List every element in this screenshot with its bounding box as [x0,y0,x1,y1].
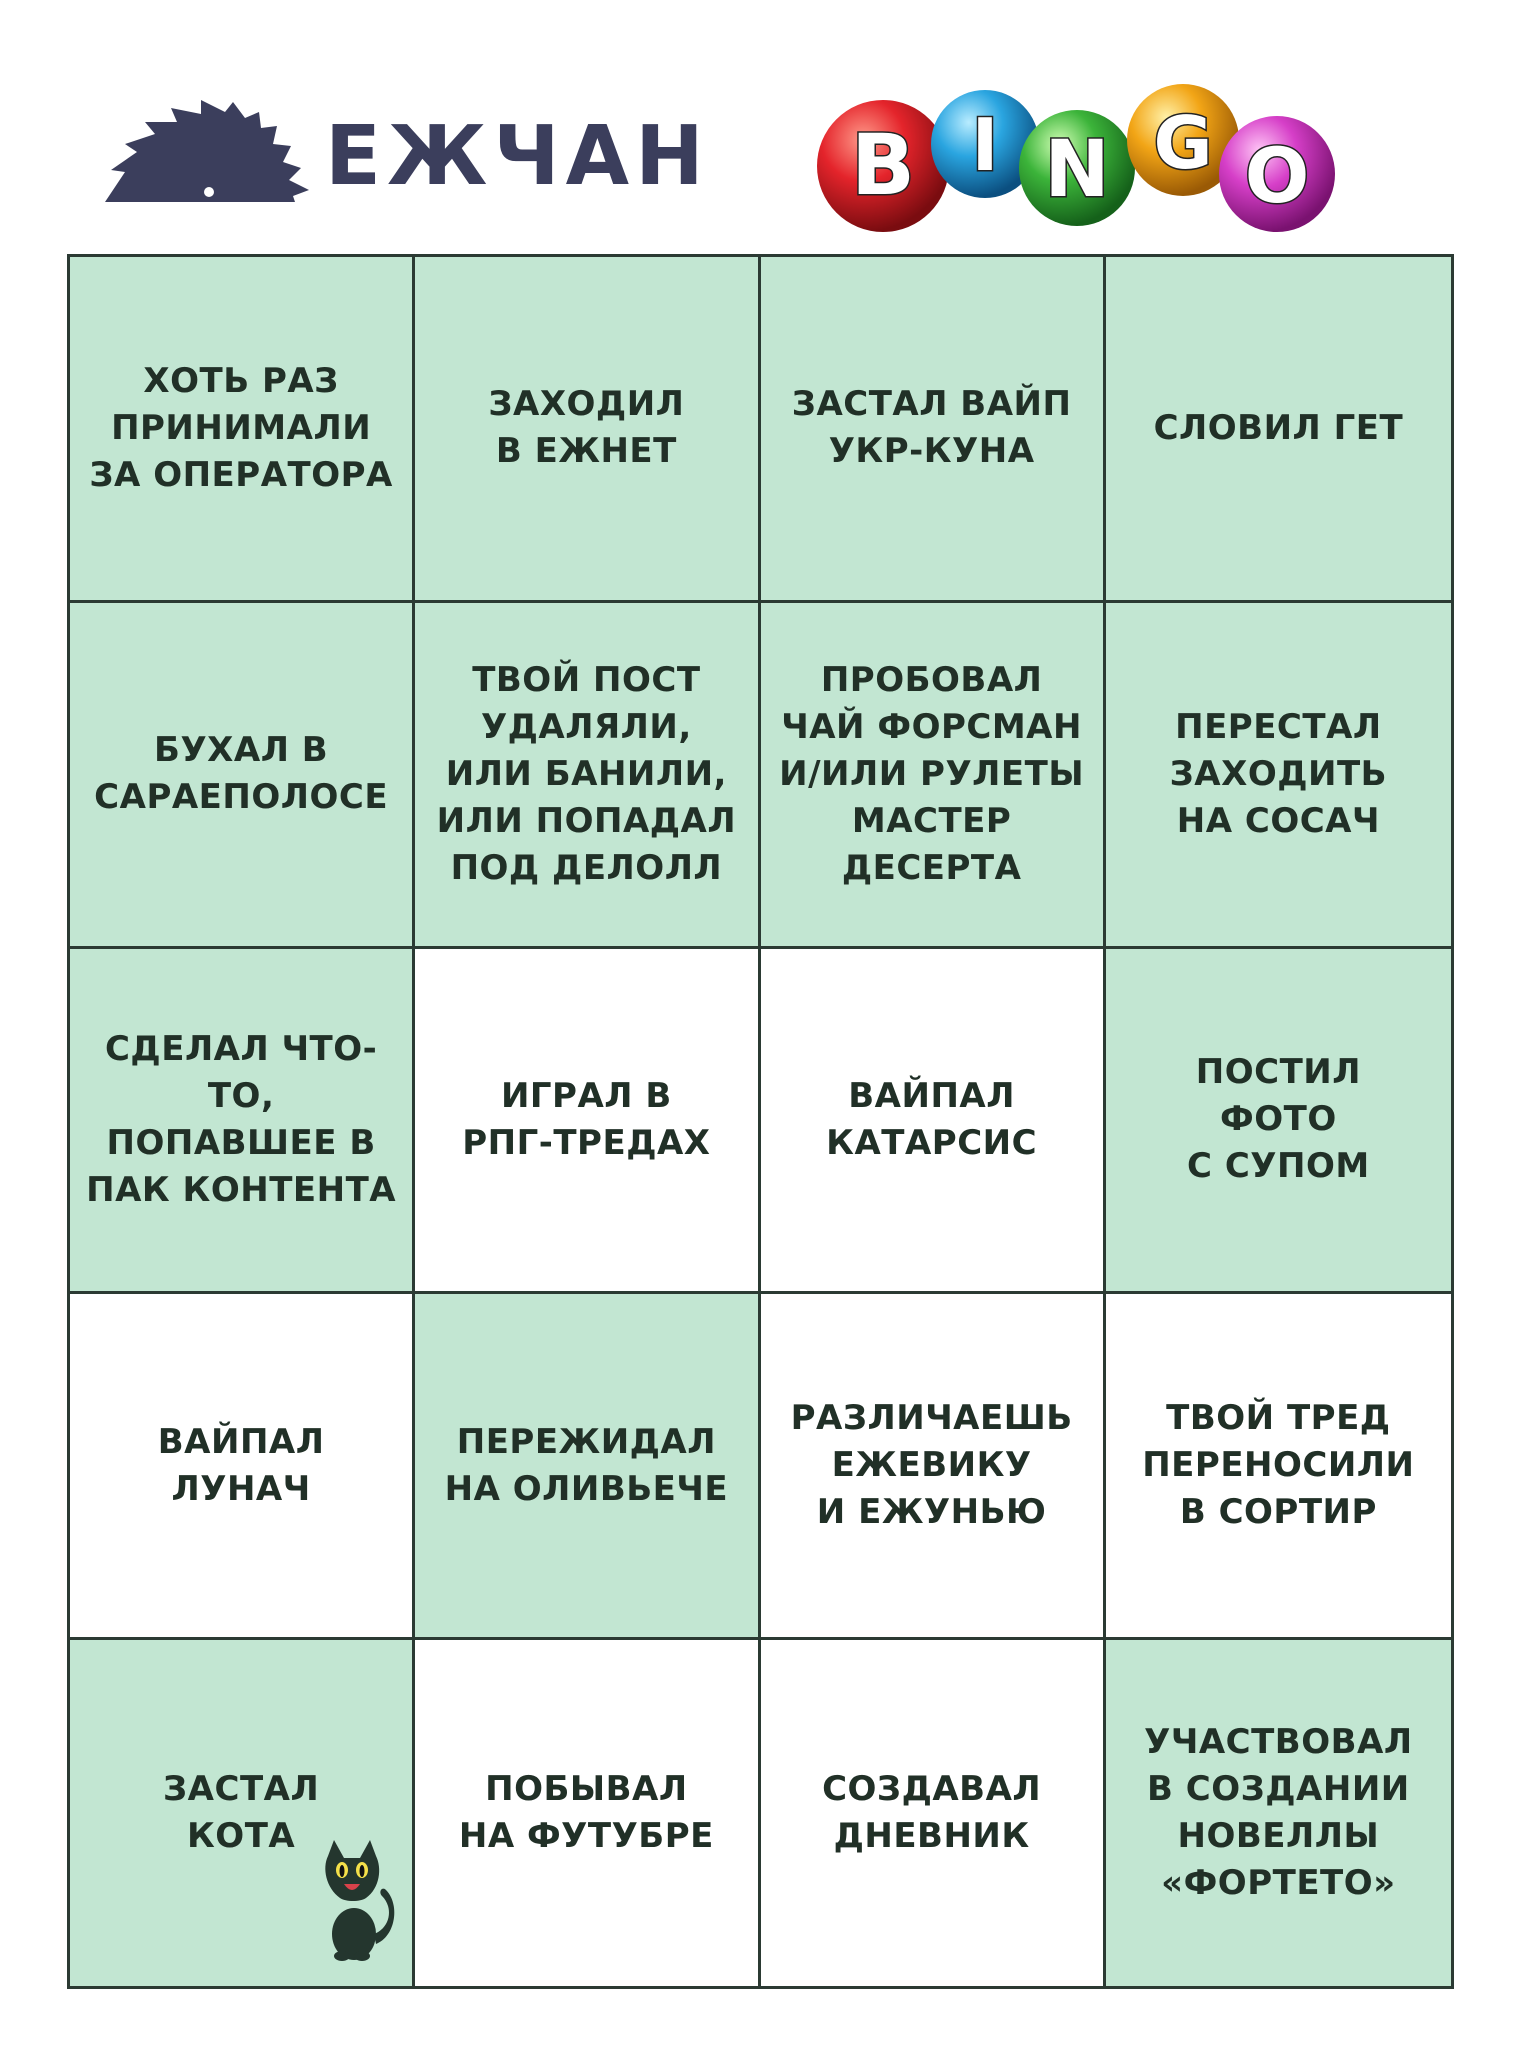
hedgehog-icon [105,100,310,205]
cell-text: ТВОЙ ТРЕД ПЕРЕНОСИЛИ В СОРТИР [1142,1398,1415,1533]
cell-text: ЗАХОДИЛ В ЕЖНЕТ [488,384,685,472]
cell-text: ТВОЙ ПОСТ УДАЛЯЛИ, ИЛИ БАНИЛИ, ИЛИ ПОПАДАЛ ПОД ДЕЛОЛЛ [436,659,737,888]
bingo-cell[interactable] [761,949,1106,1295]
cell-text: ПЕРЕЖИДАЛ НА ОЛИВЬЕЧЕ [444,1421,729,1509]
bingo-cell[interactable] [1106,949,1451,1295]
bingo-cell[interactable] [70,1294,415,1640]
svg-text:I: I [971,103,999,187]
cell-text: СОЗДАВАЛ ДНЕВНИК [822,1769,1042,1857]
bingo-cell[interactable] [70,257,415,603]
svg-text:B: B [850,116,916,214]
bingo-cell[interactable] [761,603,1106,949]
bingo-cell[interactable] [70,949,415,1295]
bingo-cell[interactable] [415,1294,760,1640]
black-cat-icon [320,1838,400,1962]
bingo-cell[interactable] [415,1640,760,1986]
bingo-cell[interactable] [1106,1640,1451,1986]
bingo-cell[interactable] [415,603,760,949]
bingo-cell[interactable] [761,1640,1106,1986]
cell-text: РАЗЛИЧАЕШЬ ЕЖЕВИКУ И ЕЖУНЬЮ [790,1398,1073,1533]
bingo-grid [67,254,1454,1989]
cell-text: ЗАСТАЛ ВАЙП УКР-КУНА [791,384,1072,472]
bingo-cell[interactable] [70,1640,415,1986]
bingo-cell[interactable] [1106,603,1451,949]
cell-text: БУХАЛ В САРАЕПОЛОСЕ [94,730,389,818]
bingo-ball-n [1019,110,1135,226]
bingo-cell[interactable] [415,257,760,603]
brand-wordmark [325,116,765,196]
bingo-cell[interactable] [761,1294,1106,1640]
bingo-cell[interactable] [1106,257,1451,603]
brand-name: ЕЖЧАН [325,116,710,196]
cell-text: СЛОВИЛ ГЕТ [1153,407,1404,448]
cell-text: ВАЙПАЛ ЛУНАЧ [157,1421,325,1509]
bingo-cell[interactable] [415,949,760,1295]
bingo-ball-o [1219,116,1335,232]
svg-text:N: N [1044,125,1110,215]
bingo-logo [815,78,1345,238]
svg-text:O: O [1244,131,1310,220]
cell-text: ПЕРЕСТАЛ ЗАХОДИТЬ НА СОСАЧ [1169,706,1388,841]
cell-text: СДЕЛАЛ ЧТО-ТО, ПОПАВШЕЕ В ПАК КОНТЕНТА [86,1028,397,1210]
cell-text: ИГРАЛ В РПГ-ТРЕДАХ [462,1075,711,1163]
svg-text:G: G [1153,101,1213,185]
cell-text: ВАЙПАЛ КАТАРСИС [826,1075,1038,1163]
cell-text: УЧАСТВОВАЛ В СОЗДАНИИ НОВЕЛЛЫ «ФОРТЕТО» [1144,1722,1413,1904]
header [0,0,1522,250]
cell-text: ЗАСТАЛ КОТА [163,1769,320,1857]
bingo-ball-b [817,100,949,232]
bingo-cell[interactable] [70,603,415,949]
cell-text: ПОСТИЛ ФОТО С СУПОМ [1187,1052,1370,1187]
cell-text: ПОБЫВАЛ НА ФУТУБРЕ [458,1769,714,1857]
cell-text: ПРОБОВАЛ ЧАЙ ФОРСМАН И/ИЛИ РУЛЕТЫ МАСТЕР ДЕСЕРТА [779,659,1085,888]
cell-text: ХОТЬ РАЗ ПРИНИМАЛИ ЗА ОПЕРАТОРА [89,360,393,495]
bingo-cell[interactable] [761,257,1106,603]
bingo-cell[interactable] [1106,1294,1451,1640]
